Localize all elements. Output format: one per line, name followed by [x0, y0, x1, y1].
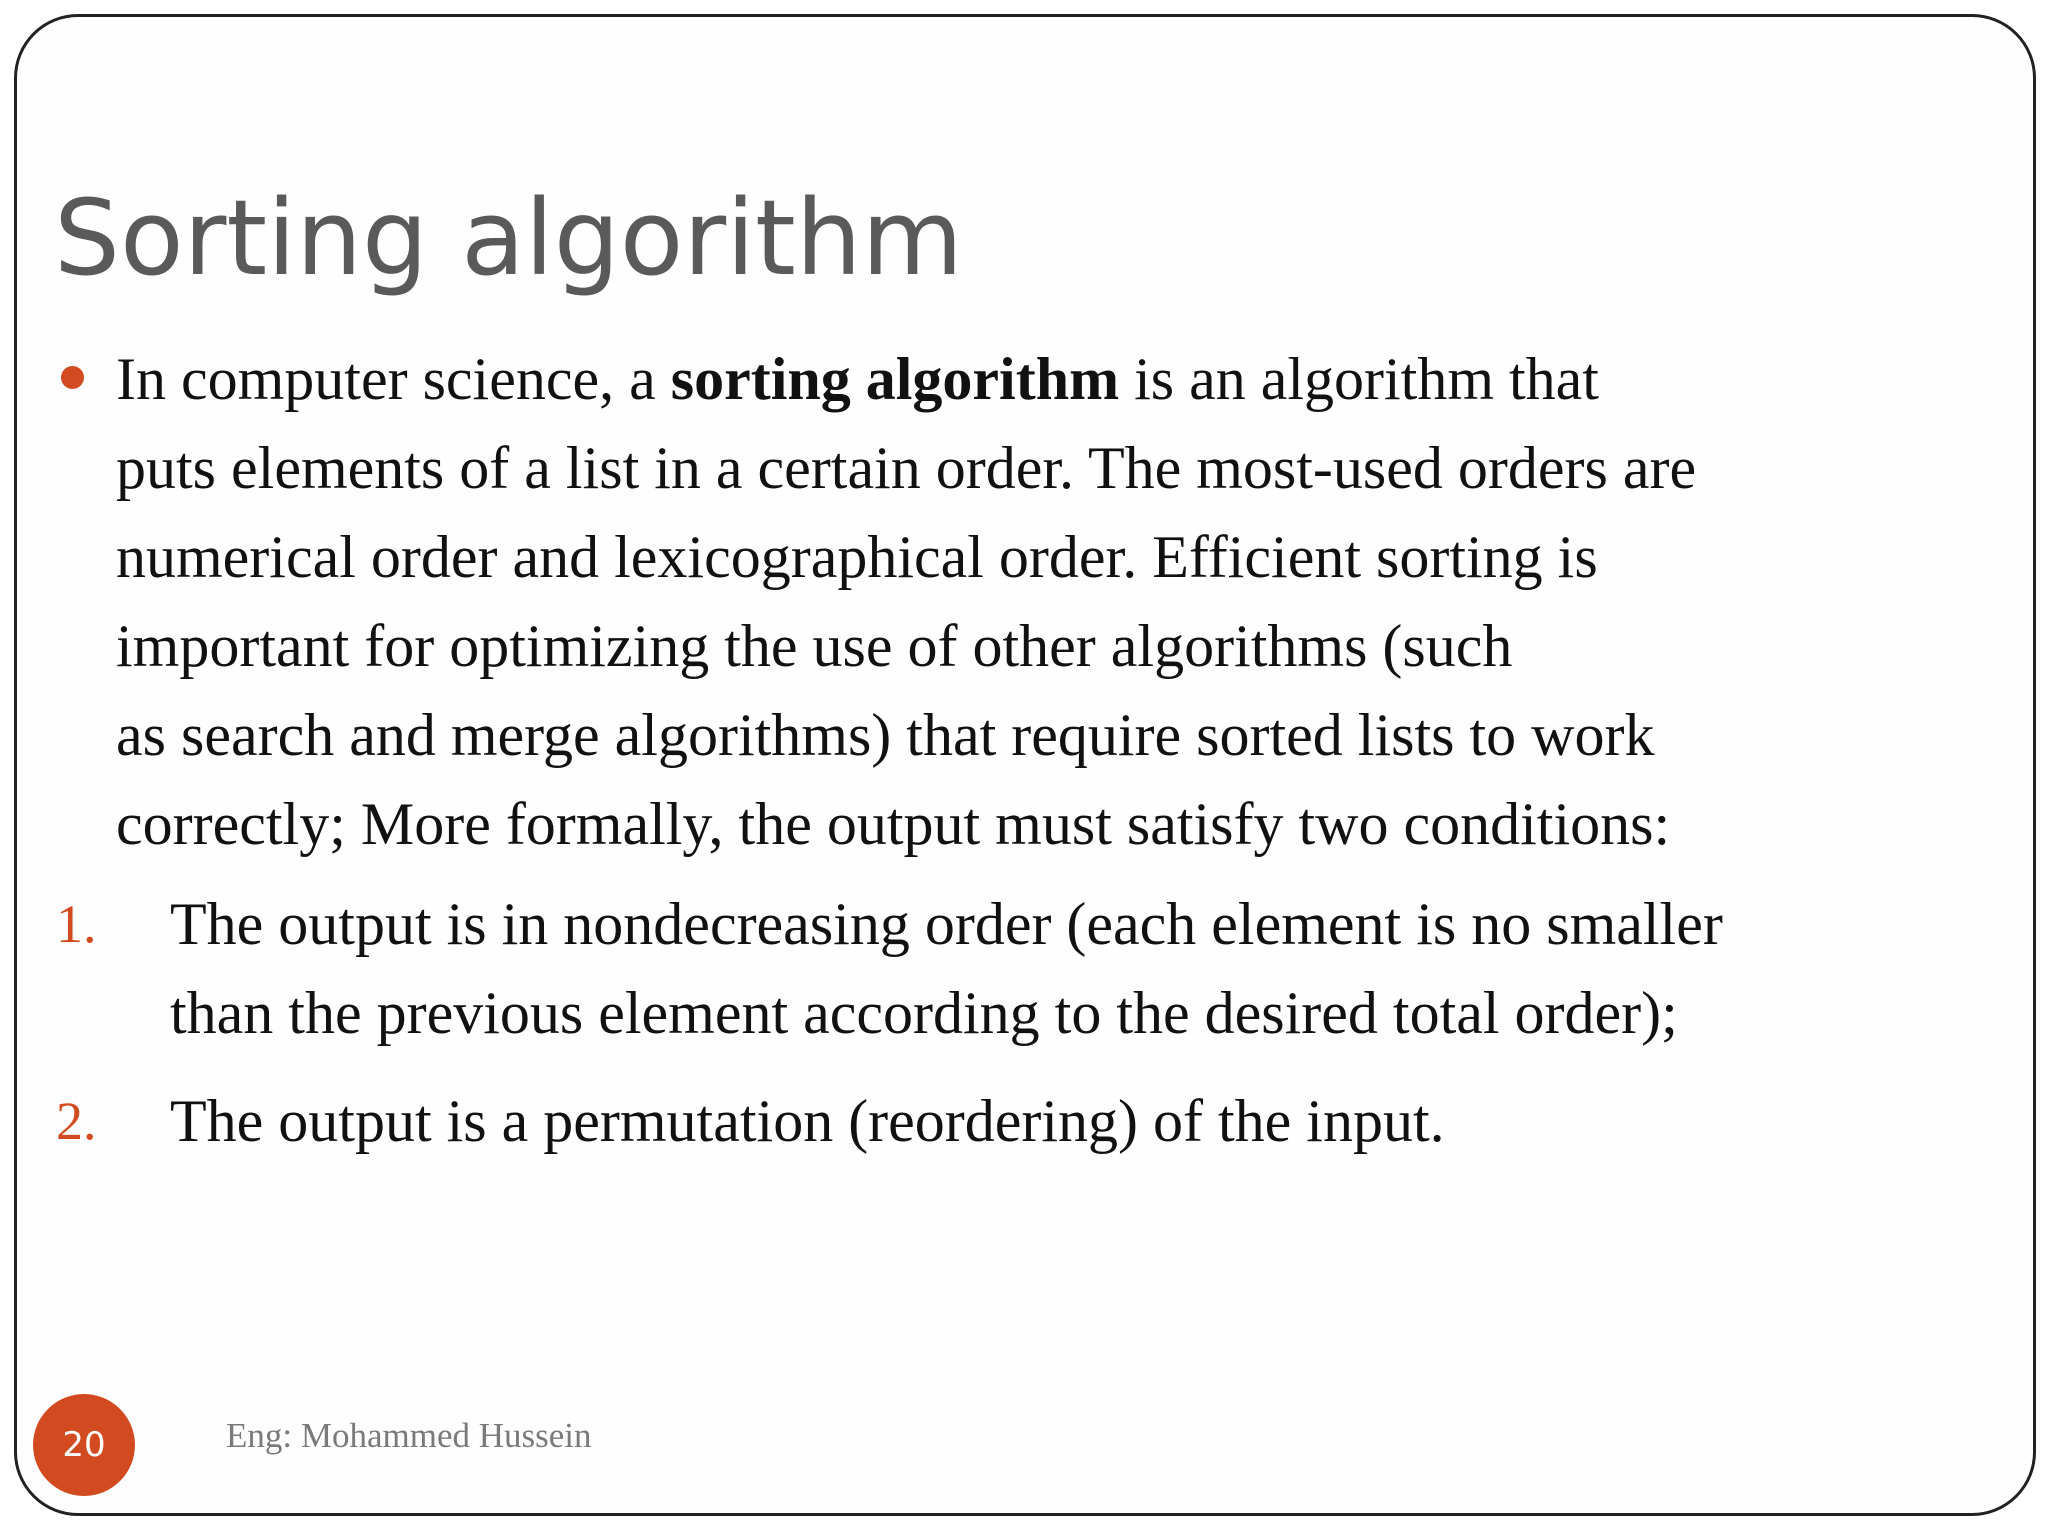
bullet-paragraph — [116, 335, 2026, 869]
bullet-line-6: correctly; More formally, the output must satisfy two conditions: — [116, 791, 1671, 857]
bullet-dot-icon — [61, 366, 84, 389]
condition-line: The output is in nondecreasing order (each element is no smaller — [170, 891, 1723, 957]
bullet-line-3: numerical order and lexicographical order. Efficient sorting is — [116, 524, 1598, 590]
bullet-line-1-suffix: is an algorithm that — [1134, 346, 1599, 412]
condition-line: The output is a permutation (reordering) of the input. — [170, 1088, 1445, 1154]
bullet-line-5: as search and merge algorithms) that require sorted lists to work — [116, 702, 1655, 768]
condition-line: than the previous element according to the desired total order); — [170, 980, 1678, 1046]
slide-title: Sorting algorithm — [54, 177, 963, 299]
bold-term: sorting algorithm — [670, 346, 1120, 412]
list-number: 2. — [56, 1091, 97, 1151]
footer-author: Eng: Mohammed Hussein — [226, 1416, 592, 1455]
condition-text — [170, 880, 2026, 1058]
bullet-prefix: In computer science, a — [116, 346, 656, 412]
page-number-badge: 20 — [33, 1394, 135, 1496]
bullet-line-1 — [116, 346, 1599, 412]
bullet-line-4: important for optimizing the use of other algorithms (such — [116, 613, 1513, 679]
condition-text — [170, 1077, 2026, 1166]
bullet-line-2: puts elements of a list in a certain order. The most-used orders are — [116, 435, 1697, 501]
list-number: 1. — [56, 894, 97, 954]
